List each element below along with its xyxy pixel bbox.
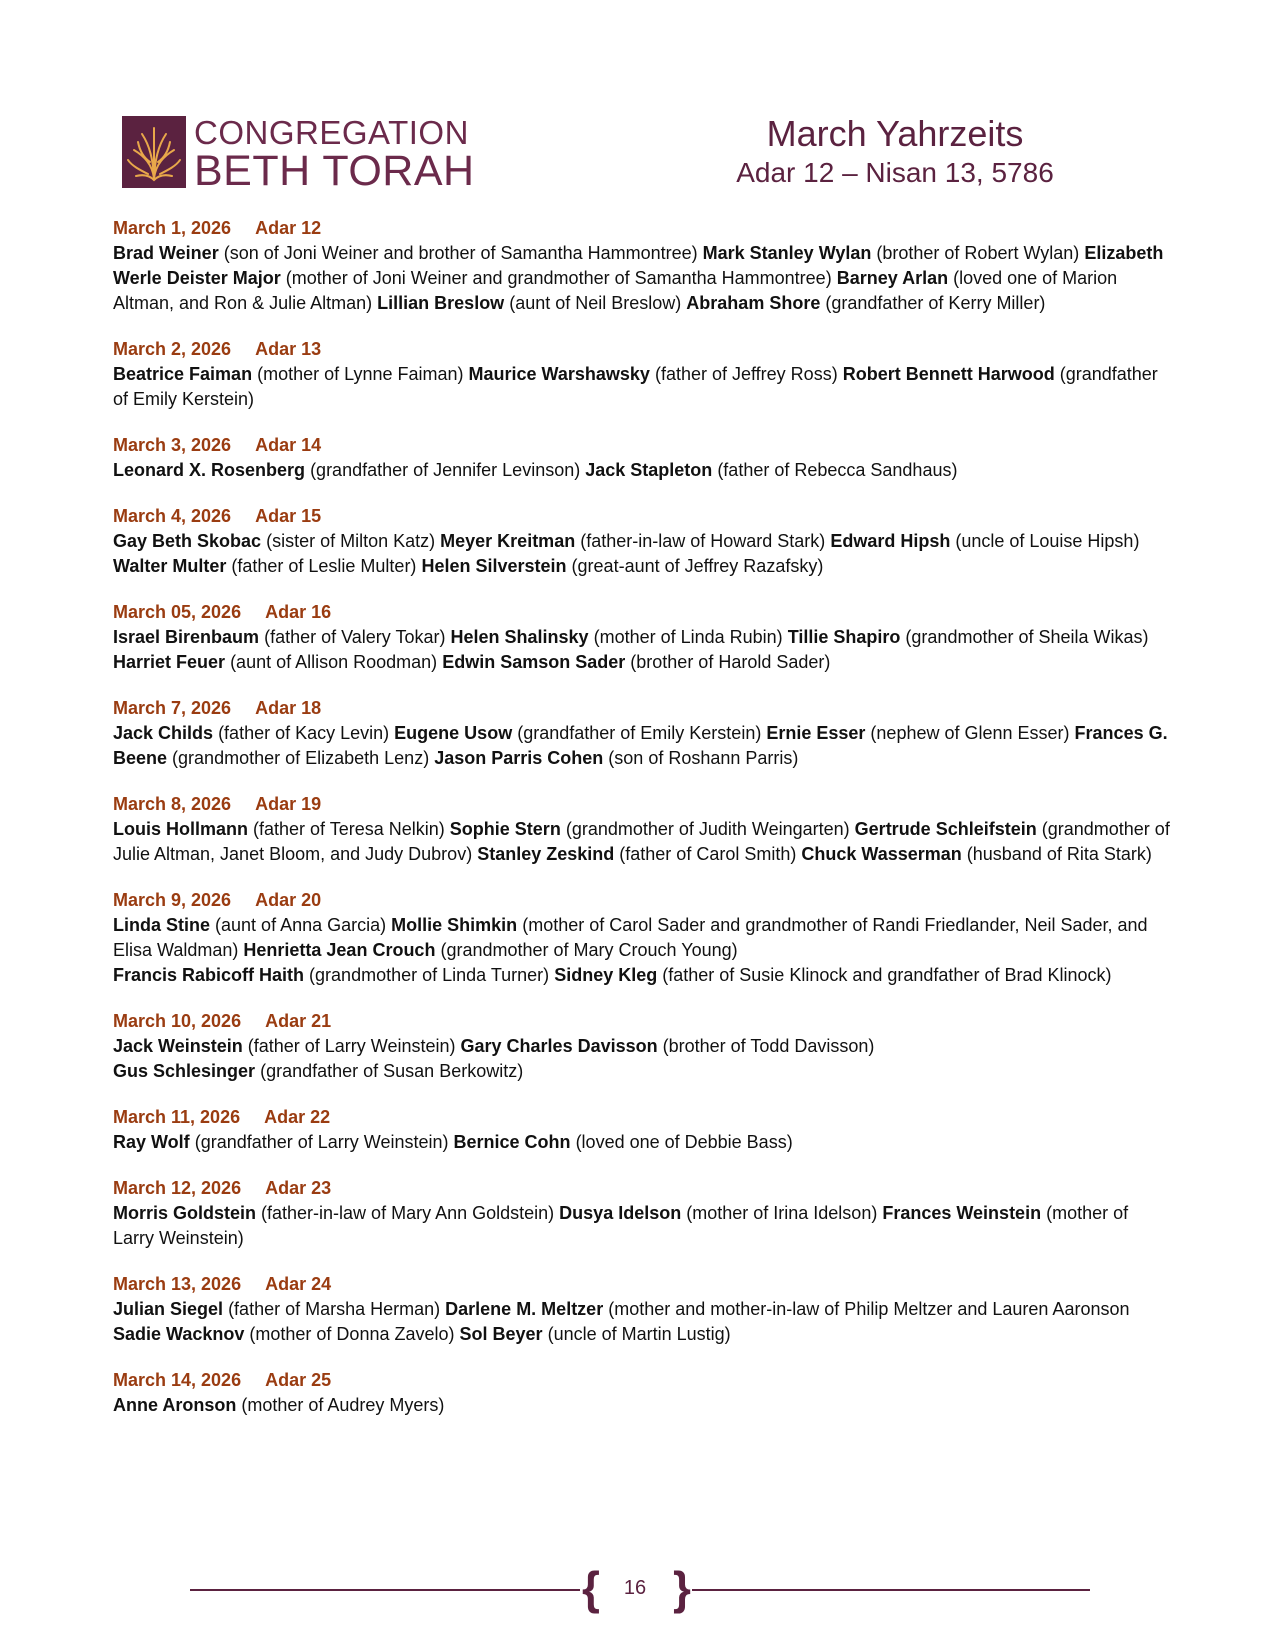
person-name: Mark Stanley Wylan: [702, 243, 872, 263]
hebrew-date: Adar 19: [255, 794, 322, 814]
footer-bracket-left: {: [582, 1562, 600, 1614]
person-name: Leonard X. Rosenberg: [113, 460, 306, 480]
person-name: Anne Aronson: [113, 1395, 237, 1415]
person-relation: (father-in-law of Mary Ann Goldstein): [261, 1203, 555, 1223]
yahrzeit-entry: [113, 792, 1173, 867]
yahrzeit-list: [113, 216, 1173, 1439]
person-name: Helen Silverstein: [421, 556, 567, 576]
remembered-person: [243, 940, 737, 960]
remembered-person: [445, 1299, 1129, 1319]
hebrew-date: Adar 20: [255, 890, 322, 910]
person-name: Walter Multer: [113, 556, 227, 576]
hebrew-date: Adar 23: [265, 1178, 332, 1198]
remembered-person: [477, 844, 796, 864]
entry-names: [113, 1130, 1173, 1155]
entry-date-heading: [113, 888, 1173, 913]
remembered-person: [113, 1203, 554, 1223]
person-relation: (grandmother of Linda Turner): [309, 965, 550, 985]
page-title: March Yahrzeits: [766, 113, 1024, 154]
title-block: [700, 112, 1090, 190]
hebrew-date: Adar 25: [265, 1370, 332, 1390]
person-relation: (mother of Linda Rubin): [593, 627, 783, 647]
person-name: Edward Hipsh: [830, 531, 951, 551]
person-relation: (aunt of Neil Breslow): [509, 293, 682, 313]
person-relation: (mother of Joni Weiner and grandmother of Samantha Hammontree): [285, 268, 832, 288]
person-relation: (mother and mother-in-law of Philip Meltzer and Lauren Aaronson: [608, 1299, 1130, 1319]
yahrzeit-entry: [113, 1368, 1173, 1418]
remembered-person: [703, 243, 1080, 263]
person-relation: (father of Susie Klinock and grandfather of Brad Klinock): [662, 965, 1112, 985]
person-relation: (mother of Irina Idelson): [686, 1203, 878, 1223]
civil-date: March 11, 2026: [113, 1107, 241, 1127]
person-name: Darlene M. Meltzer: [445, 1299, 604, 1319]
person-name: Henrietta Jean Crouch: [243, 940, 436, 960]
person-relation: (father of Marsha Herman): [228, 1299, 441, 1319]
remembered-person: [801, 844, 1152, 864]
civil-date: March 05, 2026: [113, 602, 242, 622]
person-name: Dusya Idelson: [559, 1203, 682, 1223]
person-relation: (loved one of Marion Altman, and Ron & Julie Altman): [113, 268, 1118, 313]
logo-line-congregation: CONGREGATION: [194, 114, 469, 151]
remembered-person: [766, 723, 1069, 743]
remembered-person: [113, 1299, 440, 1319]
entry-names: [113, 241, 1173, 316]
remembered-person: [113, 627, 445, 647]
remembered-person: [113, 915, 386, 935]
entry-date-heading: [113, 1176, 1173, 1201]
person-name: Jack Weinstein: [113, 1036, 243, 1056]
person-relation: (grandmother of Mary Crouch Young): [440, 940, 738, 960]
remembered-person: [113, 1132, 449, 1152]
entry-names: [113, 529, 1173, 579]
person-name: Barney Arlan: [836, 268, 949, 288]
person-relation: (father of Larry Weinstein): [247, 1036, 456, 1056]
entry-names: [113, 1393, 1173, 1418]
person-name: Jack Childs: [113, 723, 214, 743]
yahrzeit-entry: [113, 1176, 1173, 1251]
person-name: Frances Weinstein: [882, 1203, 1042, 1223]
entry-date-heading: [113, 600, 1173, 625]
remembered-person: [585, 460, 957, 480]
logo-line-beth-torah: BETH TORAH: [194, 147, 475, 195]
person-name: Sidney Kleg: [554, 965, 658, 985]
page-footer: [190, 1562, 1090, 1615]
person-name: Jason Parris Cohen: [434, 748, 604, 768]
remembered-person: [461, 1036, 875, 1056]
person-relation: (uncle of Louise Hipsh): [955, 531, 1140, 551]
person-name: Eugene Usow: [394, 723, 513, 743]
yahrzeit-entry: [113, 504, 1173, 579]
entry-date-heading: [113, 1105, 1173, 1130]
entry-date-heading: [113, 216, 1173, 241]
person-relation: (mother of Donna Zavelo): [249, 1324, 455, 1344]
person-relation: (father of Teresa Nelkin): [253, 819, 445, 839]
remembered-person: [113, 556, 416, 576]
person-name: Meyer Kreitman: [440, 531, 576, 551]
remembered-person: [421, 556, 823, 576]
hebrew-date: Adar 22: [264, 1107, 331, 1127]
entry-names: [113, 362, 1173, 412]
person-relation: (mother of Larry Weinstein): [113, 1203, 1129, 1248]
civil-date: March 13, 2026: [113, 1274, 242, 1294]
remembered-person: [113, 531, 435, 551]
person-relation: (brother of Harold Sader): [630, 652, 831, 672]
remembered-person: [113, 723, 389, 743]
person-name: Ernie Esser: [766, 723, 866, 743]
person-relation: (great-aunt of Jeffrey Razafsky): [571, 556, 824, 576]
person-relation: (son of Roshann Parris): [608, 748, 799, 768]
person-relation: (nephew of Glenn Esser): [870, 723, 1070, 743]
yahrzeit-entry: [113, 337, 1173, 412]
entry-date-heading: [113, 1272, 1173, 1297]
entry-date-heading: [113, 337, 1173, 362]
hebrew-date: Adar 12: [255, 218, 322, 238]
yahrzeit-entry: [113, 600, 1173, 675]
person-name: Sol Beyer: [459, 1324, 543, 1344]
hebrew-date: Adar 13: [255, 339, 322, 359]
burning-bush-icon: [122, 116, 186, 188]
person-relation: (grandmother of Elizabeth Lenz): [172, 748, 430, 768]
person-name: Stanley Zeskind: [477, 844, 615, 864]
remembered-person: [460, 1324, 731, 1344]
civil-date: March 1, 2026: [113, 218, 232, 238]
civil-date: March 2, 2026: [113, 339, 232, 359]
logo-wordmark: [194, 114, 475, 195]
remembered-person: [554, 965, 1111, 985]
congregation-logo: [122, 114, 492, 195]
civil-date: March 7, 2026: [113, 698, 232, 718]
person-name: Gus Schlesinger: [113, 1061, 256, 1081]
remembered-person: [440, 531, 825, 551]
entry-date-heading: [113, 1368, 1173, 1393]
person-relation: (mother of Carol Sader and grandmother of Randi Friedlander, Neil Sader, and Elisa Waldman): [113, 915, 1148, 960]
person-name: Francis Rabicoff Haith: [113, 965, 305, 985]
yahrzeit-entry: [113, 696, 1173, 771]
civil-date: March 3, 2026: [113, 435, 232, 455]
person-relation: (aunt of Anna Garcia): [215, 915, 387, 935]
entry-date-heading: [113, 792, 1173, 817]
civil-date: March 8, 2026: [113, 794, 232, 814]
remembered-person: [788, 627, 1149, 647]
person-relation: (grandfather of Emily Kerstein): [517, 723, 762, 743]
hebrew-date: Adar 16: [265, 602, 332, 622]
civil-date: March 9, 2026: [113, 890, 232, 910]
person-relation: (grandfather of Susan Berkowitz): [260, 1061, 524, 1081]
remembered-person: [113, 652, 437, 672]
entry-names: [113, 625, 1173, 675]
hebrew-date: Adar 21: [265, 1011, 332, 1031]
person-name: Gary Charles Davisson: [460, 1036, 658, 1056]
footer-bracket-right: }: [673, 1562, 691, 1614]
person-name: Ray Wolf: [113, 1132, 190, 1152]
person-relation: (father of Carol Smith): [619, 844, 797, 864]
person-relation: (father of Valery Tokar): [264, 627, 446, 647]
person-name: Bernice Cohn: [453, 1132, 571, 1152]
person-name: Sophie Stern: [449, 819, 561, 839]
person-name: Tillie Shapiro: [787, 627, 901, 647]
person-name: Robert Bennett Harwood: [842, 364, 1055, 384]
remembered-person: [830, 531, 1139, 551]
entry-names: [113, 458, 1173, 483]
remembered-person: [113, 460, 580, 480]
remembered-person: [113, 1061, 523, 1081]
yahrzeit-entry: [113, 433, 1173, 483]
person-relation: (brother of Robert Wylan): [876, 243, 1080, 263]
remembered-person: [113, 965, 549, 985]
page-subtitle: Adar 12 – Nisan 13, 5786: [736, 157, 1054, 188]
person-name: Elizabeth Werle Deister Major: [113, 243, 1164, 288]
person-relation: (grandfather of Jennifer Levinson): [310, 460, 581, 480]
person-relation: (father of Kacy Levin): [218, 723, 390, 743]
hebrew-date: Adar 24: [265, 1274, 332, 1294]
person-relation: (uncle of Martin Lustig): [547, 1324, 731, 1344]
person-name: Gertrude Schleifstein: [854, 819, 1037, 839]
entry-date-heading: [113, 1009, 1173, 1034]
entry-date-heading: [113, 696, 1173, 721]
person-relation: (brother of Todd Davisson): [662, 1036, 875, 1056]
person-name: Mollie Shimkin: [391, 915, 518, 935]
remembered-person: [113, 1324, 455, 1344]
remembered-person: [469, 364, 838, 384]
remembered-person: [113, 1395, 444, 1415]
civil-date: March 4, 2026: [113, 506, 232, 526]
remembered-person: [434, 748, 798, 768]
page-number: 16: [623, 1577, 647, 1599]
entry-names: [113, 913, 1173, 988]
person-relation: (father of Leslie Multer): [231, 556, 417, 576]
entry-names: [113, 1297, 1173, 1347]
person-relation: (father-in-law of Howard Stark): [580, 531, 826, 551]
remembered-person: [394, 723, 761, 743]
person-name: Lillian Breslow: [377, 293, 505, 313]
person-name: Julian Siegel: [113, 1299, 224, 1319]
person-relation: (son of Joni Weiner and brother of Samantha Hammontree): [223, 243, 698, 263]
hebrew-date: Adar 18: [255, 698, 322, 718]
remembered-person: [442, 652, 830, 672]
remembered-person: [377, 293, 681, 313]
remembered-person: [451, 627, 783, 647]
hebrew-date: Adar 15: [255, 506, 322, 526]
person-name: Abraham Shore: [686, 293, 821, 313]
person-name: Harriet Feuer: [113, 652, 226, 672]
person-relation: (grandfather of Emily Kerstein): [113, 364, 1158, 409]
person-relation: (husband of Rita Stark): [966, 844, 1152, 864]
yahrzeit-entry: [113, 216, 1173, 316]
person-name: Frances G. Beene: [113, 723, 1168, 768]
entry-names: [113, 1034, 1173, 1084]
remembered-person: [686, 293, 1045, 313]
yahrzeit-entry: [113, 1009, 1173, 1084]
entry-names: [113, 721, 1173, 771]
footer-rule-left: [190, 1589, 580, 1591]
person-relation: (sister of Milton Katz): [266, 531, 436, 551]
entry-date-heading: [113, 504, 1173, 529]
person-relation: (loved one of Debbie Bass): [575, 1132, 793, 1152]
person-name: Jack Stapleton: [585, 460, 713, 480]
person-name: Beatrice Faiman: [113, 364, 253, 384]
person-name: Helen Shalinsky: [450, 627, 589, 647]
person-name: Edwin Samson Sader: [442, 652, 626, 672]
civil-date: March 12, 2026: [113, 1178, 242, 1198]
person-name: Maurice Warshawsky: [468, 364, 650, 384]
remembered-person: [113, 819, 445, 839]
person-name: Morris Goldstein: [113, 1203, 257, 1223]
remembered-person: [113, 364, 464, 384]
civil-date: March 14, 2026: [113, 1370, 242, 1390]
entry-names: [113, 817, 1173, 867]
person-name: Louis Hollmann: [113, 819, 248, 839]
entry-names: [113, 1201, 1173, 1251]
person-relation: (grandfather of Larry Weinstein): [194, 1132, 449, 1152]
remembered-person: [113, 243, 698, 263]
footer-rule-right: [692, 1589, 1090, 1591]
person-relation: (father of Jeffrey Ross): [654, 364, 838, 384]
person-name: Israel Birenbaum: [113, 627, 260, 647]
person-relation: (grandmother of Julie Altman, Janet Bloom, and Judy Dubrov): [113, 819, 1170, 864]
remembered-person: [454, 1132, 793, 1152]
yahrzeit-entry: [113, 888, 1173, 988]
person-name: Brad Weiner: [113, 243, 219, 263]
person-name: Sadie Wacknov: [113, 1324, 245, 1344]
person-relation: (grandfather of Kerry Miller): [825, 293, 1046, 313]
remembered-person: [559, 1203, 877, 1223]
person-relation: (mother of Audrey Myers): [241, 1395, 445, 1415]
person-relation: (mother of Lynne Faiman): [257, 364, 464, 384]
person-relation: (grandmother of Sheila Wikas): [905, 627, 1149, 647]
remembered-person: [450, 819, 850, 839]
hebrew-date: Adar 14: [255, 435, 322, 455]
yahrzeit-entry: [113, 1272, 1173, 1347]
person-name: Gay Beth Skobac: [113, 531, 262, 551]
remembered-person: [113, 1036, 456, 1056]
person-relation: (grandmother of Judith Weingarten): [565, 819, 850, 839]
person-name: Linda Stine: [113, 915, 211, 935]
entry-date-heading: [113, 433, 1173, 458]
civil-date: March 10, 2026: [113, 1011, 242, 1031]
yahrzeit-entry: [113, 1105, 1173, 1155]
person-name: Chuck Wasserman: [801, 844, 962, 864]
person-relation: (aunt of Allison Roodman): [230, 652, 438, 672]
person-relation: (father of Rebecca Sandhaus): [717, 460, 958, 480]
